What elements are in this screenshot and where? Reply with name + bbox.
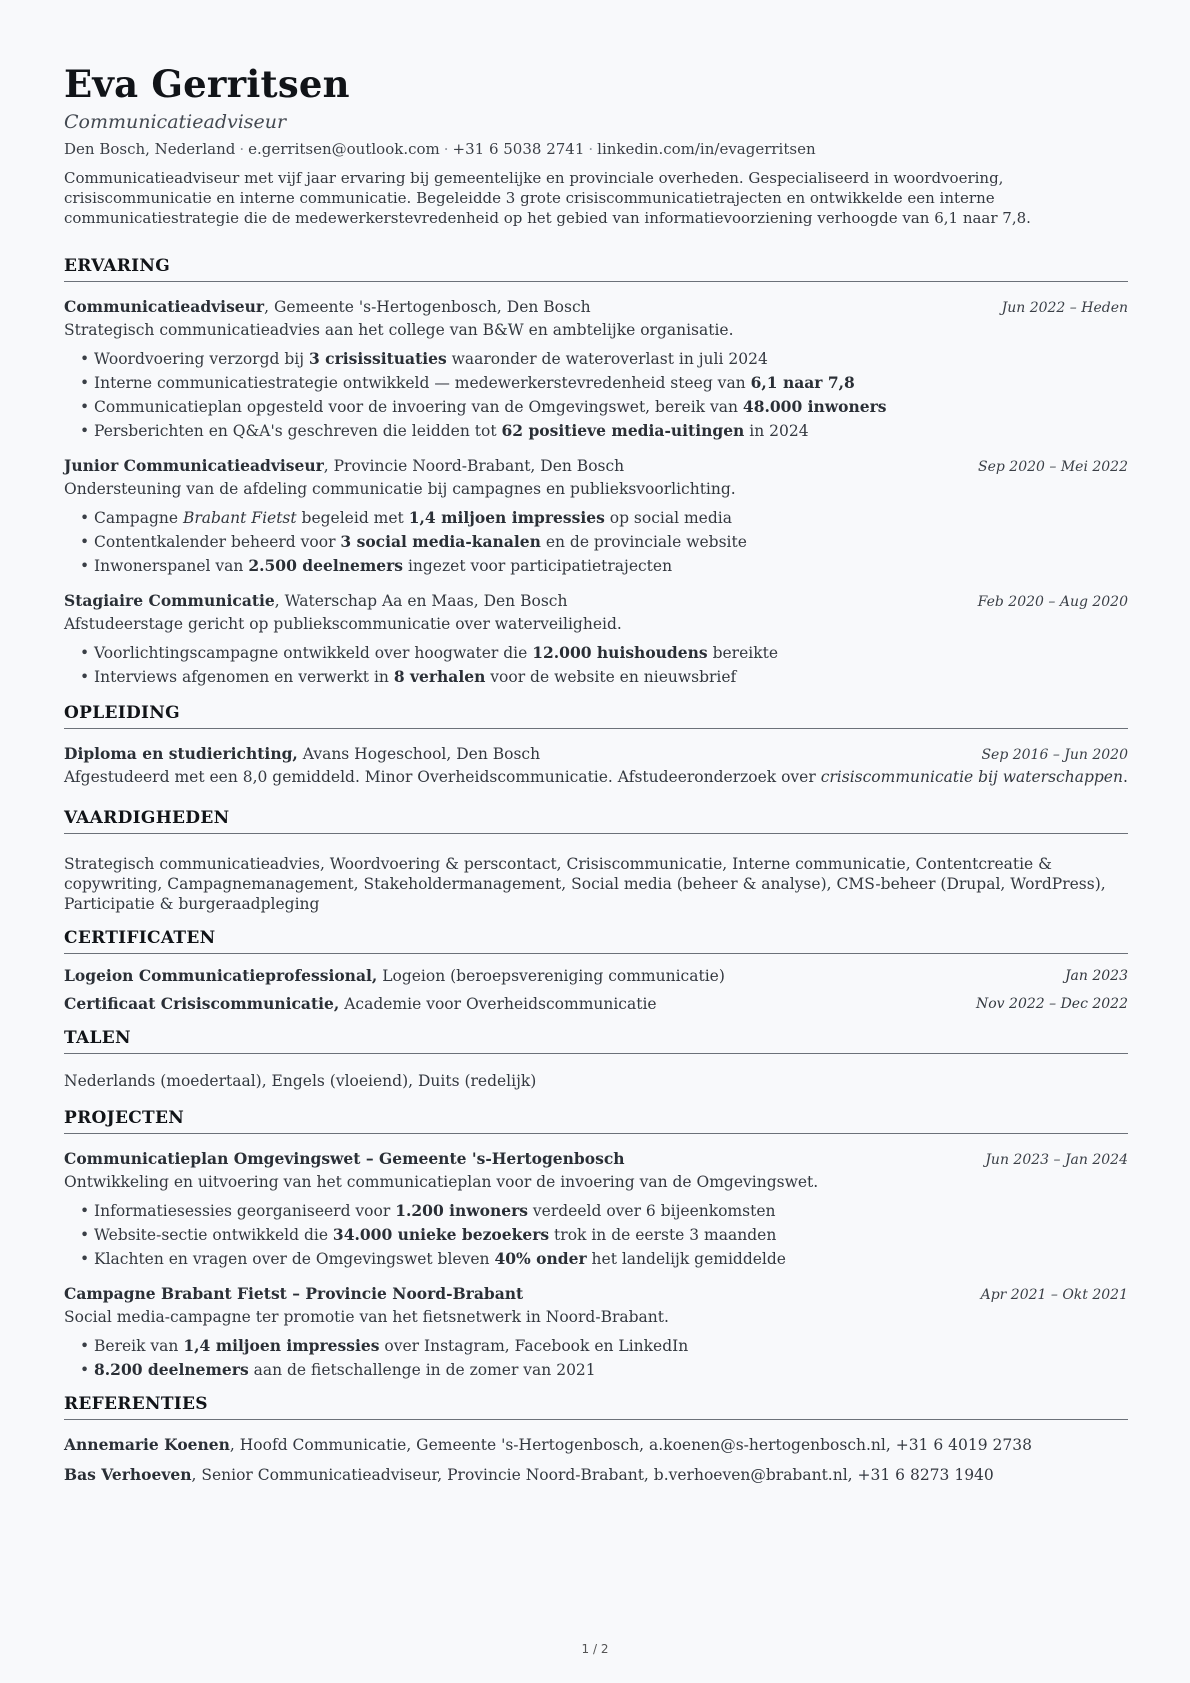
- section-heading-languages: TALEN: [64, 1028, 1128, 1054]
- experience-bullet: [94, 665, 1128, 689]
- certificates-list: [64, 954, 1128, 1018]
- project-date: Jun 2023 – Jan 2024: [985, 1152, 1128, 1168]
- bullet-text: Woordvoering verzorgd bij: [94, 350, 309, 368]
- experience-organization: , Provincie Noord-Brabant, Den Bosch: [323, 457, 625, 475]
- languages-section: [64, 1028, 1128, 1090]
- experience-description: Strategisch communicatieadvies aan het college van B&W en ambtelijke organisatie.: [64, 321, 734, 339]
- bullet-text: begeleid met: [296, 509, 409, 527]
- bullet-text: verdeeld over 6 bijeenkomsten: [527, 1202, 776, 1220]
- education-desc-italic: crisiscommunicatie bij waterschappen: [820, 768, 1123, 786]
- bullet-text: Klachten en vragen over de Omgevingswet bleven: [94, 1250, 495, 1268]
- experience-entry-title: [64, 590, 567, 612]
- profile-summary: Communicatieadviseur met vijf jaar ervaring bij gemeentelijke en provinciale overheden. Gespecialiseerd in woordvoering, crisiscommunicatie en interne communicatie. Begeleidde 3 grote crisiscommunicatietrajecten en ontwikkelde een interne communicatiestrategie die de medewerkerstevredenheid op het gebied van informatievoorziening verhoogde van 6,1 naar 7,8.: [64, 169, 1031, 227]
- reference-name: Bas Verhoeven: [64, 1465, 192, 1484]
- experience-bullet: [94, 419, 1128, 443]
- education-entry-title: [64, 743, 540, 765]
- experience-role: Communicatieadviseur: [64, 297, 265, 316]
- projects-section: [64, 1108, 1128, 1382]
- education-date: Sep 2016 – Jun 2020: [981, 747, 1128, 763]
- bullet-text: Communicatieplan opgesteld voor de invoering van de Omgevingswet, bereik van: [94, 398, 743, 416]
- page-number: 1 / 2: [581, 1642, 609, 1656]
- education-body: [64, 729, 1128, 788]
- education-section: [64, 703, 1128, 788]
- education-description: [64, 766, 1128, 788]
- project-bullet: [94, 1358, 1128, 1382]
- bullet-text: en de provinciale website: [540, 533, 747, 551]
- bullet-text: Persberichten en Q&A's geschreven die leidden tot: [94, 422, 502, 440]
- highlight-text: 8 verhalen: [393, 667, 486, 686]
- certificate-date: Jan 2023: [1064, 968, 1128, 984]
- contact-linkedin[interactable]: linkedin.com/in/evagerritsen: [597, 140, 816, 158]
- experience-description: Afstudeerstage gericht op publiekscommunicatie over waterveiligheid.: [64, 615, 622, 633]
- bullet-text: Interne communicatiestrategie ontwikkeld — medewerkerstevredenheid steeg van: [94, 374, 751, 392]
- languages-text: Nederlands (moedertaal), Engels (vloeiend), Duits (redelijk): [64, 1072, 537, 1090]
- project-entry: [64, 1283, 1128, 1382]
- experience-bullet: [94, 554, 1128, 578]
- bullet-text: Campagne: [94, 509, 183, 527]
- experience-date: Sep 2020 – Mei 2022: [978, 459, 1128, 475]
- bullet-text: over Instagram, Facebook en LinkedIn: [379, 1337, 689, 1355]
- experience-bullet: [94, 641, 1128, 665]
- reference-details: , Senior Communicatieadviseur, Provincie Noord-Brabant, b.verhoeven@brabant.nl, +31 6 8273 1940: [191, 1466, 994, 1484]
- certificates-section: [64, 928, 1128, 1018]
- candidate-name: Eva Gerritsen: [64, 62, 350, 106]
- highlight-text: 8.200 deelnemers: [94, 1360, 249, 1379]
- highlight-text: 48.000 inwoners: [742, 397, 887, 416]
- highlight-text: 3 crisissituaties: [308, 349, 447, 368]
- experience-date: Feb 2020 – Aug 2020: [977, 594, 1128, 610]
- bullet-text: Informatiesessies georganiseerd voor: [94, 1202, 396, 1220]
- contact-separator: ·: [239, 140, 245, 158]
- experience-role: Stagiaire Communicatie: [64, 591, 275, 610]
- references-section: [64, 1394, 1128, 1490]
- contact-line: [64, 138, 1128, 160]
- certificate-row: [64, 962, 1128, 990]
- highlight-text: 1,4 miljoen impressies: [408, 508, 605, 527]
- project-bullet: [94, 1247, 1128, 1271]
- certificate-name: Logeion Communicatieprofessional,: [64, 966, 378, 985]
- highlight-text: 1,4 miljoen impressies: [183, 1336, 380, 1355]
- bullet-text: trok in de eerste 3 maanden: [549, 1226, 777, 1244]
- experience-organization: , Gemeente 's-Hertogenbosch, Den Bosch: [264, 298, 591, 316]
- bullet-text: Inwonerspanel van: [94, 557, 249, 575]
- experience-description: Ondersteuning van de afdeling communicatie bij campagnes en publieksvoorlichting.: [64, 480, 736, 498]
- project-role: Communicatieplan Omgevingswet – Gemeente 's-Hertogenbosch: [64, 1149, 625, 1168]
- bullet-text: Bereik van: [94, 1337, 184, 1355]
- experience-date: Jun 2022 – Heden: [1001, 300, 1128, 316]
- experience-list: [64, 282, 1128, 689]
- project-bullet: [94, 1223, 1128, 1247]
- project-role: Campagne Brabant Fietst – Provincie Noord-Brabant: [64, 1284, 524, 1303]
- experience-bullet: [94, 530, 1128, 554]
- reference-details: , Hoofd Communicatie, Gemeente 's-Hertogenbosch, a.koenen@s-hertogenbosch.nl, +31 6 4019 2738: [229, 1436, 1032, 1454]
- contact-location: Den Bosch, Nederland: [64, 140, 236, 158]
- highlight-text: 12.000 huishoudens: [532, 643, 708, 662]
- bullet-text: voor de website en nieuwsbrief: [485, 668, 737, 686]
- highlight-text: 34.000 unieke bezoekers: [332, 1225, 550, 1244]
- reference-row: [64, 1430, 1128, 1460]
- experience-entry: [64, 296, 1128, 443]
- certificate-issuer: Logeion (beroepsvereniging communicatie): [377, 967, 725, 985]
- references-list: [64, 1420, 1128, 1490]
- highlight-text: 1.200 inwoners: [395, 1201, 528, 1220]
- highlight-text: 40% onder: [494, 1249, 587, 1268]
- certificate-date: Nov 2022 – Dec 2022: [976, 996, 1128, 1012]
- section-heading-projects: PROJECTEN: [64, 1108, 1128, 1134]
- experience-entry-head: [64, 296, 1128, 319]
- italic-text: Brabant Fietst: [182, 509, 297, 527]
- projects-list: [64, 1134, 1128, 1382]
- certificate-title: [64, 990, 657, 1018]
- project-description: Social media-campagne ter promotie van het fietsnetwerk in Noord-Brabant.: [64, 1308, 669, 1326]
- bullet-text: Website-sectie ontwikkeld die: [94, 1226, 333, 1244]
- section-heading-experience: ERVARING: [64, 256, 1128, 282]
- project-bullet: [94, 1199, 1128, 1223]
- experience-bullet: [94, 347, 1128, 371]
- section-heading-references: REFERENTIES: [64, 1394, 1128, 1420]
- education-entry-head: [64, 743, 1128, 766]
- experience-role: Junior Communicatieadviseur: [64, 456, 324, 475]
- experience-bullets: [64, 641, 1128, 689]
- certificate-name: Certificaat Crisiscommunicatie,: [64, 994, 340, 1013]
- contact-phone[interactable]: +31 6 5038 2741: [452, 140, 585, 158]
- education-desc-text: Afgestudeerd met een 8,0 gemiddeld. Minor Overheidscommunicatie. Afstudeeronderzoek over: [64, 768, 821, 786]
- experience-bullet: [94, 371, 1128, 395]
- bullet-text: aan de fietschallenge in de zomer van 2021: [248, 1361, 596, 1379]
- project-bullets: [64, 1199, 1128, 1271]
- experience-section: [64, 256, 1128, 689]
- certificate-issuer: Academie voor Overheidscommunicatie: [339, 995, 657, 1013]
- contact-separator: ·: [443, 140, 449, 158]
- reference-row: [64, 1460, 1128, 1490]
- bullet-text: bereikte: [707, 644, 778, 662]
- experience-entry-head: [64, 590, 1128, 613]
- skills-list: Strategisch communicatieadvies, Woordvoering & perscontact, Crisiscommunicatie, Interne communicatie, Contentcreatie & copywriting, Campagnemanagement, Stakeholdermanagement, Social media (beheer & analyse), CMS-beheer (Drupal, WordPress), Participatie & burgeraadpleging: [64, 855, 1106, 913]
- experience-organization: , Waterschap Aa en Maas, Den Bosch: [274, 592, 568, 610]
- education-degree: Diploma en studierichting,: [64, 744, 298, 763]
- resume-content: [64, 62, 1128, 1490]
- project-date: Apr 2021 – Okt 2021: [980, 1287, 1128, 1303]
- bullet-text: Voorlichtingscampagne ontwikkeld over hoogwater die: [94, 644, 533, 662]
- highlight-text: 2.500 deelnemers: [248, 556, 404, 575]
- education-school: Avans Hogeschool, Den Bosch: [297, 745, 541, 763]
- bullet-text: ingezet voor participatietrajecten: [403, 557, 673, 575]
- project-entry-title: [64, 1283, 523, 1305]
- skills-section: [64, 808, 1128, 914]
- highlight-text: 3 social media-kanalen: [340, 532, 541, 551]
- candidate-title: Communicatieadviseur: [64, 111, 287, 133]
- bullet-text: het landelijk gemiddelde: [586, 1250, 786, 1268]
- experience-bullet: [94, 395, 1128, 419]
- bullet-text: op social media: [604, 509, 732, 527]
- bullet-text: Interviews afgenomen en verwerkt in: [94, 668, 394, 686]
- experience-bullets: [64, 347, 1128, 443]
- experience-entry-title: [64, 455, 624, 477]
- experience-entry-title: [64, 296, 591, 318]
- bullet-text: waaronder de wateroverlast in juli 2024: [446, 350, 768, 368]
- experience-bullet: [94, 506, 1128, 530]
- bullet-text: in 2024: [744, 422, 809, 440]
- project-bullet: [94, 1334, 1128, 1358]
- certificate-row: [64, 990, 1128, 1018]
- project-entry: [64, 1148, 1128, 1271]
- project-entry-title: [64, 1148, 625, 1170]
- project-description: Ontwikkeling en uitvoering van het communicatieplan voor de invoering van de Omgevingswet.: [64, 1173, 819, 1191]
- highlight-text: 6,1 naar 7,8: [750, 373, 855, 392]
- highlight-text: 62 positieve media-uitingen: [501, 421, 745, 440]
- education-desc-end: .: [1122, 768, 1128, 786]
- section-heading-certificates: CERTIFICATEN: [64, 928, 1128, 954]
- experience-entry: [64, 455, 1128, 578]
- experience-bullets: [64, 506, 1128, 578]
- certificate-title: [64, 962, 725, 990]
- section-heading-education: OPLEIDING: [64, 703, 1128, 729]
- contact-separator: ·: [588, 140, 594, 158]
- section-heading-skills: VAARDIGHEDEN: [64, 808, 1128, 834]
- project-entry-head: [64, 1283, 1128, 1306]
- reference-name: Annemarie Koenen: [64, 1435, 230, 1454]
- experience-entry-head: [64, 455, 1128, 478]
- experience-entry: [64, 590, 1128, 689]
- contact-email[interactable]: e.gerritsen@outlook.com: [248, 140, 440, 158]
- project-bullets: [64, 1334, 1128, 1382]
- project-entry-head: [64, 1148, 1128, 1171]
- bullet-text: Contentkalender beheerd voor: [94, 533, 341, 551]
